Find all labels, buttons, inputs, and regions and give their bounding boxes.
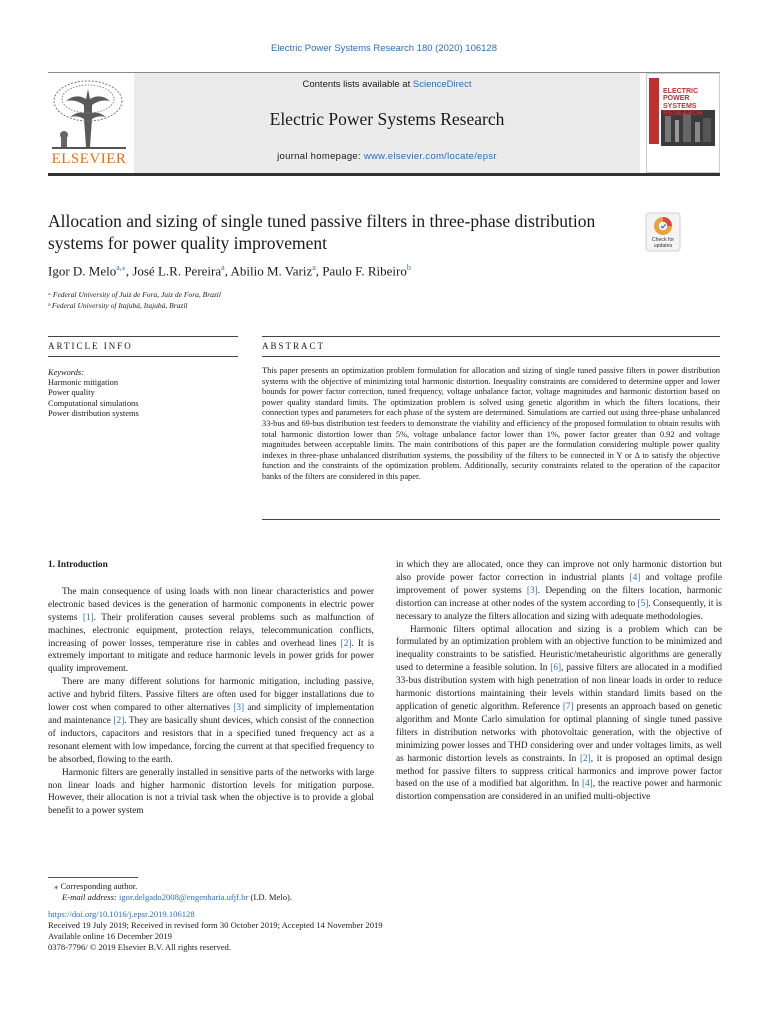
citation-link[interactable]: [1] [82, 612, 94, 623]
article-info-heading: ARTICLE INFO [48, 341, 133, 351]
author-name[interactable]: Paulo F. Ribeiro [322, 263, 407, 279]
affiliation-b: ᵇ Federal University of Itajubá, Itajubá, Brazil [48, 301, 188, 310]
author-name[interactable]: Abilio M. Variz [230, 263, 313, 279]
doi-link[interactable]: https://doi.org/10.1016/j.epsr.2019.106128 [48, 908, 195, 919]
citation-link[interactable]: [3] [233, 703, 245, 714]
cover-title: ELECTRIC POWER SYSTEMS RESEARCH [663, 88, 703, 118]
citation-link[interactable]: [6] [550, 663, 562, 674]
homepage-line [134, 151, 640, 162]
abstract-bottom-rule [262, 519, 720, 520]
citation-link[interactable]: [3] [526, 585, 538, 596]
author-list: Igor D. Melo$^{a,⁎}$, José L.R. Pereira$^a$, Abilio M. Variz$^a$, Paulo F. Ribeiro$^b$ [48, 263, 411, 279]
body-column-right [396, 559, 722, 804]
check-updates-label-2: updates [653, 243, 673, 249]
journal-reference-link[interactable]: Electric Power Systems Research 180 (2020) 106128 [270, 43, 497, 54]
keyword-item: Computational simulations [48, 398, 139, 408]
abstract-text: This paper presents an optimization problem formulation for allocation and sizing of single tuned passive filters in power distribution systems with the objective of minimizing total harmonic distortion. Inequality constraints are considered to determine upper and lower bounds for power factor correction, tuned frequency, voltage unbalance factor, voltage magnitudes and harmonic distortion based on power quality standard limits. The optimization problem is solved using genetic algorithm in which the filters locations, their connection types and parameters for each phase of the system are determined. Simulations are carried out using three-phase unbalanced 33-bus and 69-bus distribution test feeders to demonstrate the viability and efficiency of the proposed formulation to obtain results with total harmonic distortion lower than 5%, voltage unbalance factor lower than 1%, power factor greater than 0.92 and voltage magnitudes between acceptable limits. The main contributions of this paper are the formulation considering multiple power quality indexes in three-phase unbalanced distribution systems, the possibility of the filters to be connected in Y or Δ to satisfy the objective function and the constraints of the optimization problem. Additionally, security constraints related to the operation of the capacitor banks of the filters are considered in this paper. [262, 366, 720, 481]
email-suffix: (I.D. Melo). [248, 892, 293, 903]
elsevier-tree-icon [48, 75, 130, 151]
body-paragraph: Harmonic filters are generally installed in sensitive parts of the networks with large non linear loads and higher harmonic distortion levels for mitigation purpose. However, their allocation is not a trivial task when the objective is to provide a global benefit to a power system [48, 767, 374, 817]
body-column-left [48, 559, 374, 818]
author-affiliation-marker[interactable]: a,⁎ [116, 263, 126, 272]
paper-title: Allocation and sizing of single tuned passive filters in three-phase distribution systems for power quality improvement [48, 211, 596, 253]
citation-link[interactable]: [5] [637, 598, 649, 609]
abstract-rule [262, 336, 720, 337]
check-updates-label: Check for [651, 237, 675, 243]
contents-line [134, 79, 640, 90]
section-heading-introduction: 1. Introduction [48, 560, 108, 570]
abstract-rule-2 [262, 356, 720, 357]
footnote-rule [48, 877, 138, 878]
author-name[interactable]: Igor D. Melo [48, 263, 117, 279]
author-affiliation-marker[interactable]: a [221, 263, 225, 272]
affiliation-a: ᵃ Federal University of Juiz de Fora, Juiz de Fora, Brazil [48, 290, 221, 299]
check-for-updates-button[interactable] [645, 212, 681, 252]
article-info-rule [48, 336, 238, 337]
elsevier-logo [48, 75, 130, 169]
journal-cover-thumbnail[interactable] [646, 73, 720, 173]
homepage-label: journal homepage: [277, 151, 364, 162]
corresponding-author-note: ⁎ Corresponding author. [54, 881, 138, 891]
keyword-item: Power distribution systems [48, 408, 139, 418]
citation-link[interactable]: [4] [629, 572, 641, 583]
email-link[interactable]: igor.delgado2008@engenharia.ufjf.br [118, 892, 249, 903]
available-online: Available online 16 December 2019 [48, 931, 172, 942]
check-updates-icon [645, 212, 681, 252]
citation-link[interactable]: [2] [340, 638, 352, 649]
body-paragraph: in which they are allocated, once they can improve not only harmonic distortion but also provide power factor correction in industrial plants [4] and voltage profile improvement of power systems [3]. Depending on the filters location, harmonic distortion can increase at other nodes of the system according to [5]. Consequently, it is necessary to analyze the filters allocation and sizing with adequate methodologies. [396, 560, 723, 622]
body-paragraph: There are many different solutions for harmonic mitigation, including passive, active and hybrid filters. Passive filters are often used for bigger installations due to lower cost when compared to other alternatives [3] and simplicity of implementation and maintenance [2]. They are basically shunt devices, which consist of the connection of inductors, capacitors and resistors that in a specified tuned frequency act as a resonant element with low impedance, forcing the current at that specified frequency to be absorbed, flowing to the earth. [48, 677, 374, 765]
author-affiliation-marker[interactable]: b [406, 263, 411, 272]
copyright-line: 0378-7796/ © 2019 Elsevier B.V. All rights reserved. [48, 942, 231, 953]
article-footer [48, 881, 548, 954]
keyword-item: Harmonic mitigation [48, 378, 119, 388]
article-info-rule-2 [48, 356, 238, 357]
citation-link[interactable]: [7] [562, 701, 574, 712]
journal-banner [134, 73, 640, 173]
body-paragraph: Harmonic filters optimal allocation and sizing is a problem which can be formulated by an optimization problem with an objective function to be minimized and inequality constraints to be satisfied. Heuristic/metaheuristic algorithms are generally used to determine a feasible solution. In [6], passive filters are allocated in a modified 33-bus distribution system with high penetration of non linear loads in order to reduce harmonic distortions maintaining their levels within standard limits based on the application of genetic algorithm. Reference [7] presents an approach based on genetic algorithm and Monte Carlo simulation for optimal planning of single tuned passive filters in distribution networks with photovoltaic generation, with the objective of minimizing power losses and THD considering over and under voltages limits, as well as harmonic distortion levels as constraints. In [2], it is proposed an optimal design method for passive filters to suppress critical harmonics and improve power factor based on the use of a modified bat algorithm. In [4], the reactive power and harmonic distortion compensation are considered in an unified multi-objective [396, 624, 722, 803]
abstract-heading: ABSTRACT [262, 341, 326, 351]
citation-link[interactable]: [2] [579, 753, 591, 764]
keywords-block [48, 368, 238, 419]
email-label: E-mail address: [62, 892, 119, 903]
citation-link[interactable]: [2] [113, 715, 125, 726]
sciencedirect-link[interactable]: ScienceDirect [412, 79, 472, 90]
citation-link[interactable]: [4] [581, 779, 593, 790]
author-affiliation-marker[interactable]: a [312, 263, 316, 272]
keyword-item: Power quality [48, 388, 95, 398]
email-line [48, 892, 548, 903]
journal-header [48, 72, 720, 176]
received-dates: Received 19 July 2019; Received in revised form 30 October 2019; Accepted 14 November 2019 [48, 919, 383, 930]
elsevier-wordmark: ELSEVIER [51, 151, 127, 167]
author-name[interactable]: José L.R. Pereira [132, 263, 222, 279]
affiliation-list [48, 289, 221, 311]
journal-name: Electric Power Systems Research [269, 109, 505, 129]
contents-prefix: Contents lists available at [302, 79, 413, 90]
homepage-link[interactable]: www.elsevier.com/locate/epsr [363, 151, 497, 162]
keywords-label: Keywords: [48, 368, 84, 377]
body-paragraph: The main consequence of using loads with non linear characteristics and power electronic based devices is the generation of harmonic components in electric power systems [1]. Their proliferation causes several problems such as malfunction of machines, electronic equipment, protection relays, telecommunication conflicts, increasing of power losses, temperature rise in cables and overhead lines [2]. It is extremely important to mitigate and reduce harmonic levels in power grids for power quality improvement. [48, 586, 374, 675]
